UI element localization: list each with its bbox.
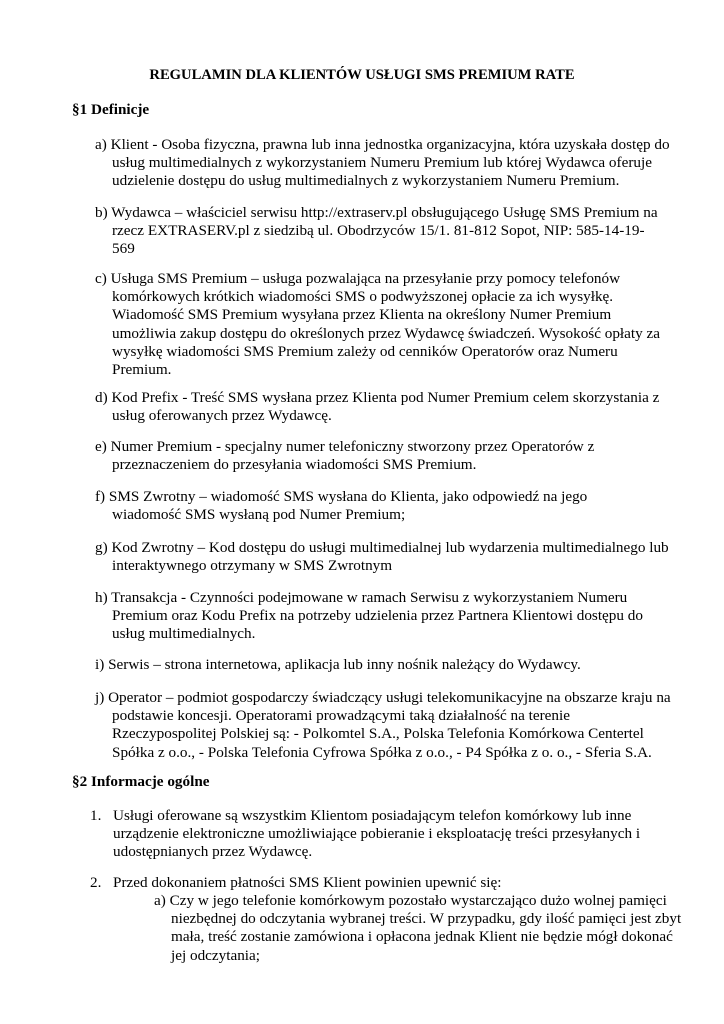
point-2a-line: mała, treść zostanie zamówiona i opłacona jednak Klient nie będzie mógł dokonać <box>171 928 673 946</box>
definition-g <box>95 539 669 575</box>
definition-b-line: rzecz EXTRASERV.pl z siedzibą ul. Obodrzyców 15/1. 81-812 Sopot, NIP: 585-14-19- <box>112 222 645 240</box>
definition-e-line: przeznaczeniem do przesyłania wiadomości SMS Premium. <box>112 456 477 474</box>
point-1-line: Usługi oferowane są wszystkim Klientom posiadającym telefon komórkowy lub inne <box>113 807 632 824</box>
definition-h <box>95 589 655 644</box>
point-number: 1. <box>90 807 102 824</box>
definition-c-line: komórkowych krótkich wiadomości SMS o podwyższonej opłacie za ich wysyłkę. <box>112 288 614 306</box>
definition-b <box>95 204 658 259</box>
document-title: REGULAMIN DLA KLIENTÓW USŁUGI SMS PREMIUM RATE <box>149 67 575 83</box>
definition-d-line: usług oferowanych przez Wydawcę. <box>112 407 332 425</box>
definition-e-line: e) Numer Premium - specjalny numer telefoniczny stworzony przez Operatorów z <box>95 438 595 455</box>
definition-j-line: j) Operator – podmiot gospodarczy świadczący usługi telekomunikacyjne na obszarze kraju na <box>95 689 671 706</box>
definition-c-line: wysyłkę wiadomości SMS Premium zależy od cenników Operatorów oraz Numeru <box>112 342 618 360</box>
definition-g-line: interaktywnego otrzymany w SMS Zwrotnym <box>112 557 393 575</box>
definition-b-line: b) Wydawca – właściciel serwisu http://extraserv.pl obsługującego Usługę SMS Premium na <box>95 204 658 221</box>
point-1-line: urządzenie elektroniczne umożliwiające pobieranie i eksploatację treści przesyłanych i <box>113 825 641 843</box>
definition-f-line: f) SMS Zwrotny – wiadomość SMS wysłana do Klienta, jako odpowiedź na jego <box>95 488 588 505</box>
definition-a <box>95 136 670 191</box>
point-2a-line: jej odczytania; <box>171 946 260 964</box>
definition-a-line: a) Klient - Osoba fizyczna, prawna lub inna jednostka organizacyjna, która uzyskała dostęp do <box>95 136 670 153</box>
point-1-line: udostępnianych przez Wydawcę. <box>113 843 313 861</box>
point-2-line: Przed dokonaniem płatności SMS Klient powinien upewnić się: <box>113 874 502 891</box>
definition-i-line: i) Serwis – strona internetowa, aplikacja lub inny nośnik należący do Wydawcy. <box>95 656 581 673</box>
definition-e <box>95 438 655 474</box>
point-2a-line: a) Czy w jego telefonie komórkowym pozostało wystarczająco dużo wolnej pamięci <box>154 892 667 909</box>
definition-c <box>95 270 660 379</box>
definition-j-line: Spółka z o.o., - Polska Telefonia Cyfrowa Spółka z o.o., - P4 Spółka z o. o., - Sferia S.A. <box>112 743 652 761</box>
definition-c-line: Premium. <box>112 361 172 379</box>
definition-b-line: 569 <box>112 240 135 258</box>
definition-f <box>95 488 655 524</box>
definition-j-line: Rzeczypospolitej Polskiej są: - Polkomtel S.A., Polska Telefonia Komórkowa Centertel <box>112 725 644 743</box>
definition-i <box>95 656 655 674</box>
section-1-heading: §1 Definicje <box>72 101 150 118</box>
definition-a-line: usług multimedialnych z wykorzystaniem Numeru Premium lub której Wydawca oferuje <box>112 154 652 172</box>
definition-j <box>95 689 671 762</box>
definition-d-line: d) Kod Prefix - Treść SMS wysłana przez Klienta pod Numer Premium celem skorzystania z <box>95 389 660 406</box>
point-2a-line: niezbędnej do odczytania wybranej treści. W przypadku, gdy ilość pamięci jest zbyt <box>171 910 682 928</box>
section-2-heading: §2 Informacje ogólne <box>72 773 210 790</box>
definition-h-line: h) Transakcja - Czynności podejmowane w ramach Serwisu z wykorzystaniem Numeru <box>95 589 628 606</box>
definition-c-line: umożliwia zakup dostępu do określonych przez Wydawcę świadczeń. Wysokość opłaty za <box>112 324 660 342</box>
definition-c-line: Wiadomość SMS Premium wysyłana przez Klienta na określony Numer Premium <box>112 306 612 324</box>
definition-h-line: usług multimedialnych. <box>112 625 256 643</box>
definition-f-line: wiadomość SMS wysłaną pod Numer Premium; <box>112 506 406 524</box>
definition-g-line: g) Kod Zwrotny – Kod dostępu do usługi multimedialnej lub wydarzenia multimedialnego lub <box>95 539 669 556</box>
definition-a-line: udzielenie dostępu do usług multimedialnych z wykorzystaniem Numeru Premium. <box>112 172 620 190</box>
section-2-point-2a <box>154 892 682 965</box>
definition-j-line: podstawie koncesji. Operatorami prowadzącymi taką działalność na terenie <box>112 707 570 725</box>
definition-d <box>95 389 660 425</box>
definition-h-line: Premium oraz Kodu Prefix na potrzeby udzielenia przez Partnera Klientowi dostępu do <box>112 607 643 625</box>
point-number: 2. <box>90 874 102 891</box>
definition-c-line: c) Usługa SMS Premium – usługa pozwalająca na przesyłanie przy pomocy telefonów <box>95 270 621 287</box>
